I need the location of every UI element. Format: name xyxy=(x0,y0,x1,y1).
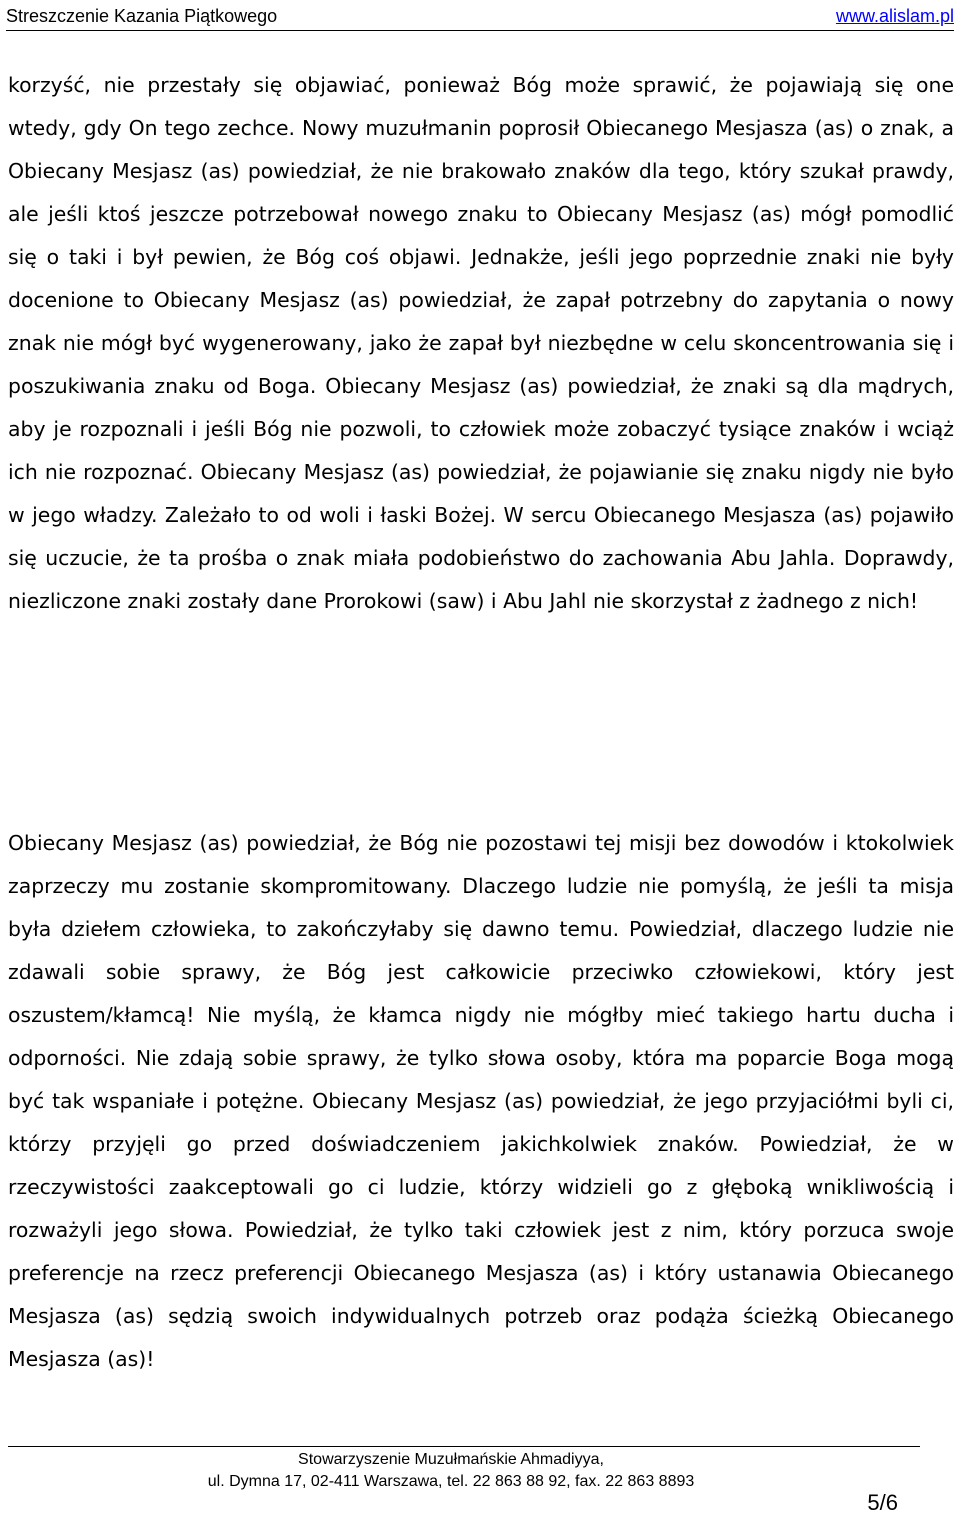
footer-organization: Stowarzyszenie Muzułmańskie Ahmadiyya, xyxy=(298,1451,604,1468)
header-title: Streszczenie Kazania Piątkowego xyxy=(6,6,278,26)
footer-divider xyxy=(8,1446,920,1447)
page-number: 5/6 xyxy=(867,1490,898,1515)
footer-address: ul. Dymna 17, 02-411 Warszawa, tel. 22 863 88 92, fax. 22 863 8893 xyxy=(207,1473,695,1490)
page-header xyxy=(6,4,954,31)
website-link[interactable]: www.alislam.pl xyxy=(835,6,954,26)
body-paragraph-1: korzyść, nie przestały się objawiać, ponieważ Bóg może sprawić, że pojawiają się one wtedy, gdy On tego zechce. Nowy muzułmanin poprosił Obiecanego Mesjasza (as) o znak, a Obiecany Mesjasz (as) powiedział, że nie brakowało znaków dla tego, który szukał prawdy, ale jeśli ktoś jeszcze potrzebował nowego znaku to Obiecany Mesjasz (as) mógł pomodlić się o taki i był pewien, że Bóg coś objawi. Jednakże, jeśli jego poprzednie znaki nie były docenione to Obiecany Mesjasz (as) powiedział, że zapał potrzebny do zapytania o nowy znak nie mógł być wygenerowany, jako że zapał był niezbędne w celu skoncentrowania się i poszukiwania znaku od Boga. Obiecany Mesjasz (as) powiedział, że znaki są dla mądrych, aby je rozpoznali i jeśli Bóg nie pozwoli, to człowiek może zobaczyć tysiące znaków i wciąż ich nie rozpoznać. Obiecany Mesjasz (as) powiedział, że pojawianie się znaku nigdy nie było w jego władzy. Zależało to od woli i łaski Bożej. W sercu Obiecanego Mesjasza (as) pojawiło się uczucie, że ta prośba o znak miała podobieństwo do zachowania Abu Jahla. Doprawdy, niezliczone znaki zostały dane Prorokowi (saw) i Abu Jahl nie skorzystał z żadnego z nich! xyxy=(8,73,954,613)
body-paragraph-2: Obiecany Mesjasz (as) powiedział, że Bóg nie pozostawi tej misji bez dowodów i ktokolwiek zaprzeczy mu zostanie skompromitowany. Dlaczego ludzie nie pomyślą, że jeśli ta misja była dziełem człowieka, to zakończyłaby się dawno temu. Powiedział, dlaczego ludzie nie zdawali sobie sprawy, że Bóg jest całkowicie przeciwko człowiekowi, który jest oszustem/kłamcą! Nie myślą, że kłamca nigdy nie mógłby mieć takiego hartu ducha i odporności. Nie zdają sobie sprawy, że tylko słowa osoby, która ma poparcie Boga mogą być tak wspaniałe i potężne. Obiecany Mesjasz (as) powiedział, że jego przyjaciółmi byli ci, którzy przyjęli go przed doświadczeniem jakichkolwiek znaków. Powiedział, że w rzeczywistości zaakceptowali go ci ludzie, którzy widzieli go z głęboką wnikliwością i rozważyli jego słowa. Powiedział, że tylko taki człowiek jest z nim, który porzuca swoje preferencje na rzecz preferencji Obiecanego Mesjasza (as) i który ustanawia Obiecanego Mesjasza (as) sędzią swoich indywidualnych potrzeb oraz podąża ścieżką Obiecanego Mesjasza (as)! xyxy=(8,831,954,1371)
